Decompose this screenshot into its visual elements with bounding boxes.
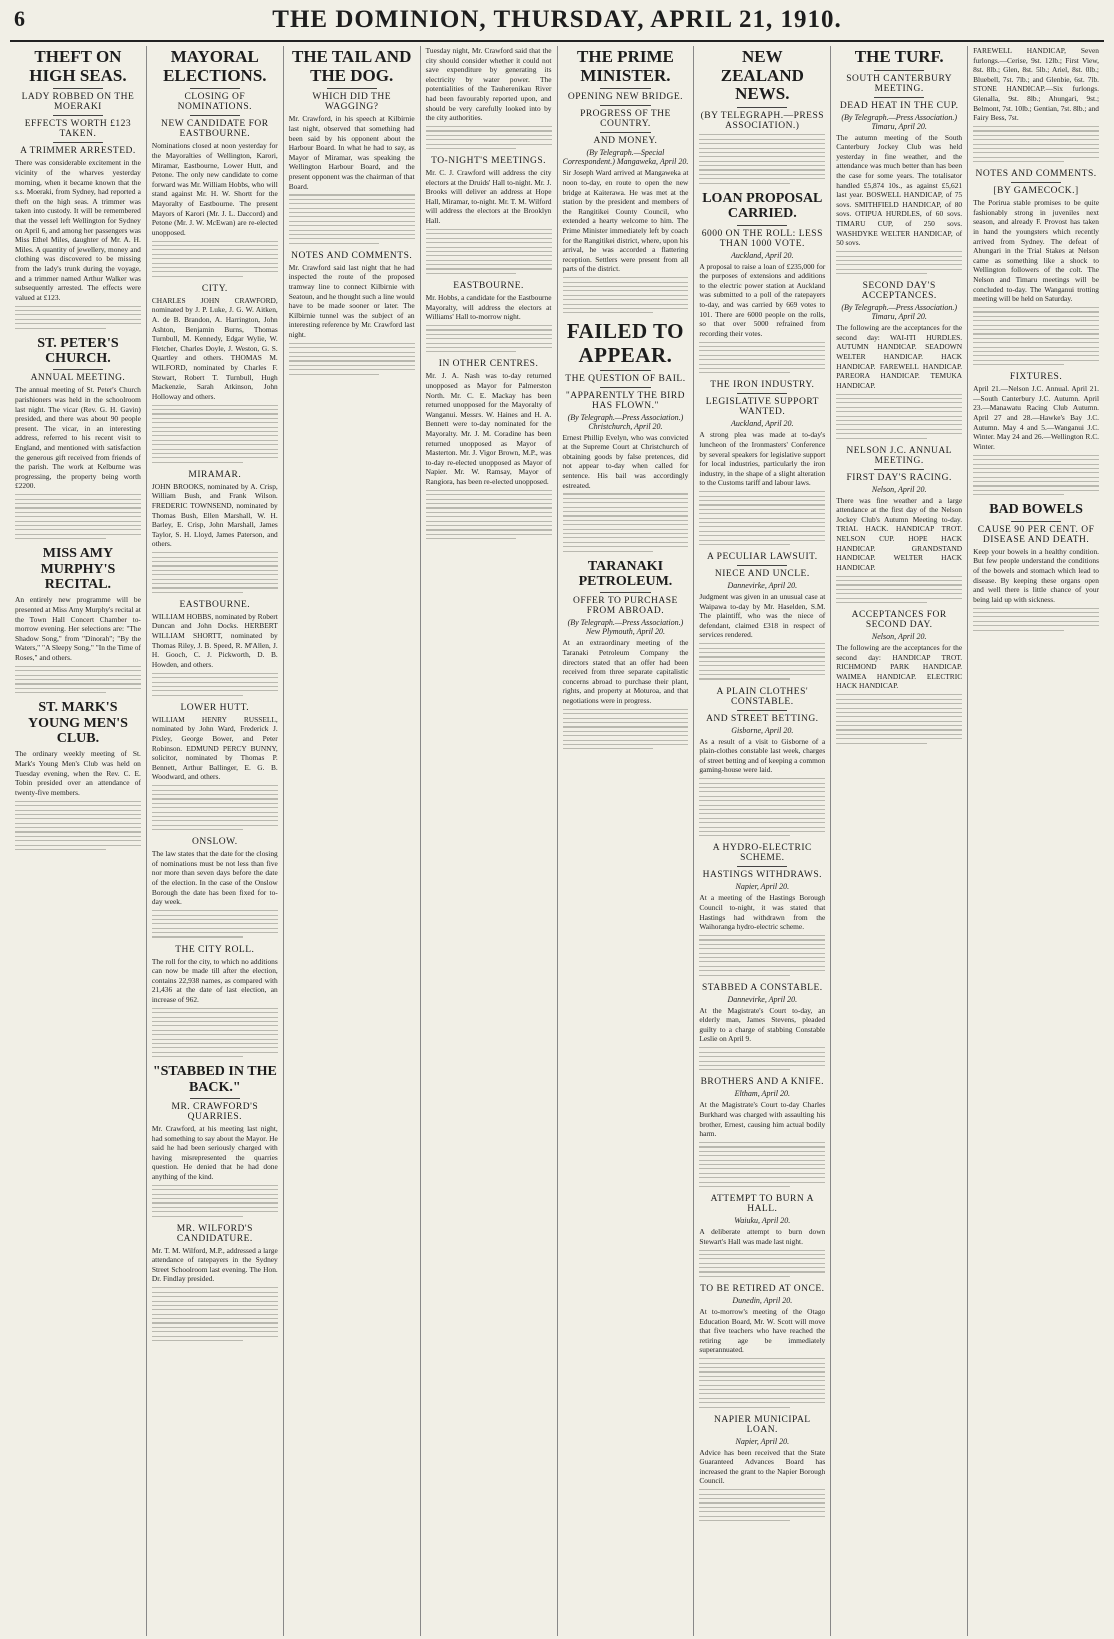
article <box>426 281 552 353</box>
article-headline: MISS AMY MURPHY'S RECITAL. <box>40 546 116 593</box>
article-headline: THE TAIL AND THE DOG. <box>292 47 412 85</box>
newspaper-title: THE DOMINION, THURSDAY, APRIL 21, 1910. <box>272 6 842 33</box>
text-lines <box>973 126 1099 162</box>
article-body: JOHN BROOKS, nominated by A. Crisp, William Bush, and Frank Wilson. FREDERIC TOWNSEND, nominated by Thomas Bush, Ellen Marshall, W. H. Barley, E. Crisp, John Marshall, James Taylor, S. H. Lloyd, James Paterson, and others. <box>151 481 278 549</box>
article <box>289 251 415 375</box>
article <box>152 703 278 830</box>
article-subheadline: BROTHERS AND A KNIFE. <box>700 1077 825 1088</box>
dateline: Auckland, April 20. <box>731 419 794 429</box>
article-headline: THE TURF. <box>854 47 944 66</box>
article-subheadline: THE IRON INDUSTRY. <box>710 380 815 391</box>
article <box>563 559 689 750</box>
article-body: Mr. T. M. Wilford, M.P., addressed a large attendance of ratepayers in the Sydney Street Schoolroom last evening. The Hon. Dr. Findlay presided. <box>151 1245 278 1284</box>
article-subheadline: AND STREET BETTING. <box>706 713 819 724</box>
article-subheadline: NOTES AND COMMENTS. <box>975 169 1097 180</box>
article-body: WILLIAM HENRY RUSSELL, nominated by John Ward, Frederick J. Pixley, George Bower, and Peter Robinson. EDMUND PERCY BUNNY, solicitor, nominated by Thomas P. Bennett, Arthur Ballinger, E. G. B. Woodward, and others. <box>151 714 278 782</box>
article-subheadline: CLOSING OF NOMINATIONS. <box>177 92 252 113</box>
article-headline: THE PRIME MINISTER. <box>577 47 674 85</box>
column <box>420 46 557 1636</box>
rule-divider <box>1011 521 1061 522</box>
article <box>426 359 552 539</box>
article-subheadline: FIXTURES. <box>1009 372 1063 383</box>
rule-divider <box>874 97 924 98</box>
article-subheadline: SOUTH CANTERBURY MEETING. <box>846 73 953 94</box>
article-body: Judgment was given in an unusual case at Waipawa to-day by Mr. Haselden, S.M. The plaintiff, who was the niece of defendant, claimed £318 in respect of services rendered. <box>699 592 826 640</box>
column <box>283 46 420 1636</box>
text-lines <box>152 785 278 830</box>
rule-divider <box>600 370 650 371</box>
rule-divider <box>874 70 924 71</box>
article-subheadline: NEW CANDIDATE FOR EASTBOURNE. <box>161 119 269 140</box>
article-subheadline: ANNUAL MEETING. <box>30 373 126 384</box>
article-subheadline: A PLAIN CLOTHES' CONSTABLE. <box>716 686 809 707</box>
article-subheadline: A TRIMMER ARRESTED. <box>20 146 136 157</box>
article-body: Mr. C. J. Crawford will address the city electors at the Druids' Hall to-night. Mr. J. Brooks will deliver an address at Hope Hall, Miramar, to-night. Mr. T. M. Wilford will address the electors at the Brooklyn Hall. <box>425 168 552 226</box>
text-lines <box>563 493 689 551</box>
rule-divider <box>600 105 650 106</box>
text-lines <box>152 673 278 696</box>
text-lines <box>426 229 552 274</box>
article-headline: "STABBED IN THE BACK." <box>152 1064 277 1095</box>
article-headline: ST. PETER'S CHURCH. <box>37 335 119 367</box>
text-lines <box>563 277 689 313</box>
article-body: Advice has been received that the State Guaranteed Advances Board has increased the grant to the Napier Borough Council. <box>699 1447 826 1486</box>
article <box>973 372 1099 495</box>
article-headline: ST. MARK'S YOUNG MEN'S CLUB. <box>27 700 128 747</box>
text-lines <box>15 801 141 850</box>
dateline: Dunedin, April 20. <box>732 1295 793 1305</box>
article <box>15 546 141 693</box>
dateline: (By Telegraph.—Press Association.) Timaru, April 20. <box>841 112 958 131</box>
article-subheadline: THE QUESTION OF BAIL. <box>565 373 686 384</box>
article-body: The ordinary weekly meeting of St. Mark's Young Men's Club was held on Tuesday evening, when the Rev. C. E. Tobin presided over an attendance of twenty-five members. <box>15 749 141 797</box>
rule-divider <box>190 88 240 89</box>
text-lines <box>152 552 278 593</box>
dateline: Dannevirke, April 20. <box>727 581 798 591</box>
article <box>836 446 962 603</box>
dateline: (By Telegraph.—Press Association.) Timaru, April 20. <box>841 303 958 322</box>
article-body: At to-morrow's meeting of the Otago Education Board, Mr. W. Scott will move that five teachers who have reached the retiring age be immediately superannuated. <box>699 1306 826 1355</box>
article-body: Nominations closed at noon yesterday for the Mayoralties of Wellington, Karori, Miramar, Eastbourne, Lower Hutt, and Petone. The only new candidate to come forward was Mr. William Hobbs, who will stand against Mr. H. W. Shortt for the Mayoralty of Eastbourne. The present Mayors of Karori (Mr. J. L. Daccord) and Petone (Mr. J. W. McEwan) are re-elected unopposed. <box>151 141 278 237</box>
article <box>973 169 1099 365</box>
dateline: Auckland, April 20. <box>731 250 794 260</box>
article-subheadline: A HYDRO-ELECTRIC SCHEME. <box>712 843 812 864</box>
article-body: Ernest Phillip Evelyn, who was convicted at the Supreme Court at Christchurch of obtaining goods by false pretences, did not appear to-day when called for sentence. His bail was accordingly estreated. <box>562 432 689 490</box>
article-headline: MAYORAL ELECTIONS. <box>163 47 267 85</box>
article-subheadline: CAUSE 90 PER CENT. OF DISEASE AND DEATH. <box>977 524 1095 545</box>
column <box>557 46 694 1636</box>
text-lines <box>699 1047 825 1070</box>
dateline: Eltham, April 20. <box>734 1089 791 1099</box>
text-lines <box>836 251 962 274</box>
article <box>563 320 689 551</box>
article-subheadline: IN OTHER CENTRES. <box>438 359 539 370</box>
article <box>152 470 278 593</box>
text-lines <box>699 1489 825 1521</box>
article-body: WILLIAM HOBBS, nominated by Robert Duncan and John Docks. HERBERT WILLIAM SHORTT, nominated by Thomas Riley, J. B. Speed, R. M'Allen, J. H. Gooch, C. J. Pickworth, D. B. Howden, and others. <box>151 611 278 669</box>
dateline: Nelson, April 20. <box>871 484 927 494</box>
text-lines <box>836 694 962 743</box>
article-subheadline: SECOND DAY'S ACCEPTANCES. <box>861 281 937 302</box>
text-lines <box>699 134 825 183</box>
rule-divider <box>737 565 787 566</box>
article-subheadline: (BY TELEGRAPH.—PRESS ASSOCIATION.) <box>700 111 825 132</box>
article <box>836 281 962 438</box>
article-subheadline: LOWER HUTT. <box>180 702 250 713</box>
article-subheadline: "APPARENTLY THE BIRD HAS FLOWN." <box>565 390 686 411</box>
text-lines <box>973 608 1099 631</box>
article <box>699 1415 825 1522</box>
dateline: Waiuku, April 20. <box>734 1216 791 1226</box>
text-lines <box>426 490 552 539</box>
text-lines <box>152 405 278 463</box>
rule-divider <box>53 88 103 89</box>
rule-divider <box>737 710 787 711</box>
text-lines <box>15 494 141 539</box>
article-subheadline: EASTBOURNE. <box>453 280 524 291</box>
column <box>146 46 283 1636</box>
article-subheadline: ONSLOW. <box>191 837 238 848</box>
rule-divider <box>600 592 650 593</box>
rule-divider <box>600 132 650 133</box>
article <box>152 1224 278 1341</box>
dateline: Nelson, April 20. <box>871 632 927 642</box>
article-subheadline: NELSON J.C. ANNUAL MEETING. <box>846 445 952 466</box>
text-lines <box>15 666 141 693</box>
rule-divider <box>190 1098 240 1099</box>
article-body: The law states that the date for the closing of nominations must be not less than five nor more than seven days before the date of the election. In the case of the Onslow Borough the date has been fixed for to-day week. <box>151 849 278 907</box>
article <box>699 552 825 679</box>
text-lines <box>699 491 825 545</box>
article-headline: NEW ZEALAND NEWS. <box>720 47 804 104</box>
article <box>152 837 278 937</box>
article-body: The autumn meeting of the South Canterbury Jockey Club was held yesterday in fine weather, and the attendance was much better than has been the case for some years. The totalisator handled £5,874 10s., as against £5,621 last year. BOSWELL HANDICAP, of 75 sovs. SMITHFIELD HANDICAP, of 80 sovs. OTIPUA HURDLES, of 60 sovs. TIMARU CUP, of 250 sovs. WASHDYKE WELTER HANDICAP, of 50 sovs. <box>836 132 963 248</box>
article-body: April 21.—Nelson J.C. Annual. April 21.—South Canterbury J.C. Autumn. April 23.—Manawatu Racing Club Autumn. April 27 and 28.—Hawke's Bay J.C. Autumn. May 4 and 5.—Wanganui J.C. Winter. May 24 and 26.—Wellington R.C. Winter. <box>973 384 1099 451</box>
article-body: There was considerable excitement in the vicinity of the wharves yesterday morning, when it became known that the s.s. Moeraki, from Sydney, had reported a theft on the high seas. A trimmer was taken into custody. It will be remembered that the vessel left Wellington for Sydney on April 6, and among her passengers was Miss Ethel Miles, daughter of Mr. A. H. Miles. A quantity of jewellery, money and clothing was discovered to be missing from the lady's trunk during the voyage, and a trimmer named Arthur Walker was subsequently arrested. The effects were valued at £123. <box>15 158 141 302</box>
article-subheadline: TO-NIGHT'S MEETINGS. <box>431 156 547 167</box>
rule-divider <box>1011 182 1061 183</box>
text-lines <box>426 126 552 149</box>
column <box>10 46 146 1636</box>
dateline: Gisborne, April 20. <box>731 725 794 735</box>
article <box>973 46 1099 162</box>
dateline: Napier, April 20. <box>735 1436 790 1446</box>
article-headline: THEFT ON HIGH SEAS. <box>29 47 127 85</box>
article-subheadline: ATTEMPT TO BURN A HALL. <box>710 1194 814 1215</box>
article <box>699 1077 825 1187</box>
article-body: The Porirua stable promises to be quite fashionably strong in juveniles next season, and already F. Provost has taken in hand the youngsters which recently arrived from Sydney. The defeat of Ahungari in the Trial Stakes at Nelson came as something like a shock to Wellington followers of the colt. The Nelson and Timaru meetings will be concluded to-day. The Wanganui trotting meeting will be held on Saturday. <box>973 198 1099 304</box>
text-lines <box>699 342 825 374</box>
dateline: (By Telegraph.—Special Correspondent.) Mangaweka, April 20. <box>562 148 689 167</box>
article <box>15 48 141 329</box>
article-subheadline: NIECE AND UNCLE. <box>714 569 810 580</box>
text-lines <box>426 325 552 352</box>
text-lines <box>152 241 278 277</box>
text-lines <box>836 576 962 603</box>
text-lines <box>563 709 689 750</box>
column <box>693 46 830 1636</box>
article-subheadline: LEGISLATIVE SUPPORT WANTED. <box>705 397 819 418</box>
article-body: Mr. J. A. Nash was to-day returned unopposed as Mayor for Palmerston North. Mr. C. E. Mackay has been returned unopposed for the Mayoralty of Wanganui. Messrs. W. Haines and H. A. Bennett were to-day nominated for the Mayoralty. Mr. J. M. Coradine has been returned unopposed as Mayor of Masterton. Mr. J. Vigor Brown, M.P., was to-day re-elected unopposed as Mayor of Napier. Mr. W. Ramsay, Mayor of Rangiora, has been re-elected unopposed. <box>425 371 552 486</box>
article-subheadline: 6000 ON THE ROLL: LESS THAN 1000 VOTE. <box>701 228 823 249</box>
article-subheadline: THE CITY ROLL. <box>175 944 255 955</box>
article-body: FAREWELL HANDICAP, Seven furlongs.—Cerise, 9st. 12lb.; First View, 8st. 8lb.; Glen, 8st. 5lb.; Ariel, 8st. 0lb.; Bluebell, 7st. 7lb.; and Glenbie, 6st. 7lb. STONE HANDICAP.—Six furlongs. Glenalla, 9st. 8lb.; Ahungari, 9st.; Belmont, 7st. 10lb.; Gentian, 7st. 8lb.; and Fairy Bess, 7st. <box>973 46 1099 123</box>
article-subheadline: TO BE RETIRED AT ONCE. <box>700 1283 825 1294</box>
article <box>699 1194 825 1277</box>
text-lines <box>152 1185 278 1217</box>
masthead <box>10 4 1104 42</box>
article <box>699 48 825 184</box>
dateline: (By Telegraph.—Press Association.) New Plymouth, April 20. <box>567 618 684 637</box>
article-subheadline: DEAD HEAT IN THE CUP. <box>839 100 959 111</box>
article-subheadline: STABBED A CONSTABLE. <box>701 982 823 993</box>
article-subheadline: AND MONEY. <box>593 136 658 147</box>
article-body: Mr. Crawford, in his speech at Kilbirnie last night, observed that something had been said by his opponent about the Harbour Board. In what he had to say, as Mayor of Miramar, was speaking the Wellington Harbour Board, and the present opponent was the chairman of that Board. <box>288 114 415 191</box>
article-subheadline: WHICH DID THE WAGGING? <box>312 92 391 113</box>
article <box>973 502 1099 630</box>
article-body: At an extraordinary meeting of the Taranaki Petroleum Company the directors stated that an offer had been received from three separate capitalistic concerns abroad to purchase their plant, rights, and property at Moturoa, and that negotiations were in progress. <box>562 638 689 705</box>
article <box>699 1284 825 1408</box>
article-body: Mr. Crawford said last night that he had inspected the route of the proposed tramway line to connect Kilbirnie with Seatoun, and he thought such a line would have to be made sooner or later. The Kilbirnie tunnel was the subject of an interesting reference by Mr. Crawford last night. <box>288 262 415 339</box>
rule-divider <box>53 115 103 116</box>
article-body: A proposal to raise a loan of £235,000 for the purposes of extensions and additions to the electric power station at Auckland was submitted to a poll of the ratepayers to-day, and was carried by 669 votes to 101. There are 6000 people on the rolls, so that over 5000 refrained from recording their votes. <box>699 261 826 338</box>
article-subheadline: A PECULIAR LAWSUIT. <box>706 552 818 563</box>
text-lines <box>699 643 825 679</box>
rule-divider <box>327 88 377 89</box>
article <box>152 48 278 277</box>
article-body: There was fine weather and a large attendance at the first day of the Nelson Jockey Club's Autumn Meeting to-day. TRIAL HACK. HANDICAP TROT. NELSON CUP. HOPE HACK HANDICAP. GRANDSTAND HANDICAP. WELTER HACK HANDICAP. <box>836 495 963 572</box>
article-subheadline: EASTBOURNE. <box>179 599 251 610</box>
article-headline: BAD BOWELS <box>989 502 1083 518</box>
article-subheadline: [BY GAMECOCK.] <box>993 186 1079 197</box>
text-lines <box>973 307 1099 365</box>
column <box>967 46 1104 1636</box>
rule-divider <box>53 142 103 143</box>
article-body: At the Magistrate's Court to-day Charles Burkhard was charged with assaulting his brother, Ernest, causing him actual bodily harm. <box>699 1100 826 1139</box>
article <box>836 610 962 744</box>
article-subheadline: HASTINGS WITHDRAWS. <box>702 870 823 881</box>
dateline: Dannevirke, April 20. <box>727 994 798 1004</box>
text-lines <box>699 1250 825 1277</box>
article-body: Sir Joseph Ward arrived at Mangaweka at noon to-day, en route to open the new bridge at Kaiterawa. He was met at the station by the president and members of the Rangitikei County Council, who extended a hearty welcome to him. The Prime Minister immediately left by coach for the Rangitikei district, where, upon his arrival, he was accorded a flattering reception. Settlers were present from all parts of the district. <box>562 168 689 274</box>
text-lines <box>699 1142 825 1187</box>
article-subheadline: NOTES AND COMMENTS. <box>291 250 413 261</box>
text-lines <box>289 194 415 243</box>
article-body: The following are the acceptances for the second day: WAI-ITI HURDLES. AUTUMN HANDICAP. SEADOWN WELTER HANDICAP. HACK HANDICAP. FAREWELL HANDICAP. PAREORA HANDICAP. TEMUKA HANDICAP. <box>836 323 963 390</box>
article-body: Keep your bowels in a healthy condition. But few people understand the conditions of the bowels and stomach which lead to disease. By keeping these organs open and well there is little chance of your being laid up with sickness. <box>973 546 1099 604</box>
article-body: Mr. Hobbs, a candidate for the Eastbourne Mayoralty, will address the electors at Williams' Hall to-morrow night. <box>425 292 552 322</box>
article <box>15 336 141 540</box>
article-body: The roll for the city, to which no additions can now be made till after the election, contains 22,938 names, as compared with 21,436 at the date of last election, an increase of 962. <box>151 956 278 1004</box>
columns <box>10 46 1104 1636</box>
rule-divider <box>737 225 787 226</box>
rule-divider <box>737 393 787 394</box>
rule-divider <box>600 387 650 388</box>
article-subheadline: MR. CRAWFORD'S QUARRIES. <box>171 1101 259 1122</box>
article-subheadline: OPENING NEW BRIDGE. <box>567 92 683 103</box>
article-subheadline: CITY. <box>201 283 228 294</box>
text-lines <box>152 910 278 937</box>
text-lines <box>699 778 825 836</box>
text-lines <box>836 394 962 439</box>
rule-divider <box>874 469 924 470</box>
article <box>699 380 825 545</box>
text-lines <box>15 306 141 329</box>
dateline: (By Telegraph.—Press Association.) Christchurch, April 20. <box>567 412 684 431</box>
article-subheadline: PROGRESS OF THE COUNTRY. <box>580 109 671 130</box>
article-subheadline: MIRAMAR. <box>188 469 242 480</box>
article-body: A strong plea was made at to-day's luncheon of the Ironmasters' Conference by several speakers for legislative support for local industries, particularly the iron industry, in the shape of a slight alteration to the Customs tariff and labour laws. <box>699 430 826 488</box>
column <box>830 46 967 1636</box>
text-lines <box>152 1008 278 1057</box>
article <box>699 983 825 1071</box>
rule-divider <box>737 866 787 867</box>
article <box>152 600 278 696</box>
article-subheadline: OFFER TO PURCHASE FROM ABROAD. <box>573 596 678 617</box>
article-body: An entirely new programme will be presented at Miss Amy Murphy's recital at the Town Hall Concert Chamber to-morrow evening. Her selections are: "The Shadow Song," from "Dinorah"; "By the Waters," "A Sleepy Song," "In the Time of Roses," and others. <box>15 595 141 662</box>
dateline: Napier, April 20. <box>735 882 790 892</box>
article <box>699 687 825 837</box>
rule-divider <box>190 115 240 116</box>
article-body: As a result of a visit to Gisborne of a plain-clothes constable last week, charges of street betting and of keeping a common gaming-house were laid. <box>699 736 826 775</box>
article-headline: FAILED TO APPEAR. <box>566 319 684 367</box>
rule-divider <box>737 107 787 108</box>
article <box>426 46 552 149</box>
article-body: CHARLES JOHN CRAWFORD, nominated by J. P. Luke, J. G. W. Aitken, A. de B. Brandon, A. Harrington, John Ashton, Benjamin Burns, Thomas Turnbull, M. Kennedy, Edgar Wylie, W. Fletcher, Charles Doyle, J. Weston, G. S. Quartley and others. THOMAS M. WILFORD, nominated by Charles F. Stewart, Robert T. Turnbull, Hugh Mackenzie, Sarah Atkinson, John Holloway and others. <box>151 295 278 401</box>
article-body: The following are the acceptances for the second day: HANDICAP TROT. RICHMOND PARK HANDICAP. WAIMEA HANDICAP. ELECTRIC HACK HANDICAP. <box>836 643 963 691</box>
article <box>15 700 141 850</box>
article-subheadline: FIRST DAY'S RACING. <box>846 472 952 483</box>
article-body: Mr. Crawford, at his meeting last night, had something to say about the Mayor. He said he had been seriously charged with having misrepresented the quarries question. He denied that he had done anything of the kind. <box>151 1123 278 1181</box>
article-subheadline: MR. WILFORD'S CANDIDATURE. <box>176 1223 253 1244</box>
article <box>699 191 825 374</box>
article-body: A deliberate attempt to burn down Stewart's Hall was made last night. <box>699 1227 826 1246</box>
rule-divider <box>600 88 650 89</box>
text-lines <box>973 455 1099 496</box>
article <box>289 48 415 244</box>
article-body: The annual meeting of St. Peter's Church parishioners was held in the schoolroom last night. The vicar (Rev. G. H. Gavin) presided, and there was about 90 people present. The vicar, in an interesting address, referred to his recent visit to England, and mentioned with satisfaction the generous gift received from friends of the parish. The work at Kelburne was progressing, the property being worth £2200. <box>15 385 141 491</box>
text-lines <box>699 1358 825 1407</box>
article-headline: LOAN PROPOSAL CARRIED. <box>702 190 823 222</box>
article <box>152 284 278 463</box>
article <box>836 48 962 274</box>
article-body: At a meeting of the Hastings Borough Council to-night, it was stated that Hastings had withdrawn from the Waihoranga hydro-electric scheme. <box>699 893 826 932</box>
article-subheadline: LADY ROBBED ON THE MOERAKI <box>21 92 135 113</box>
article-subheadline: EFFECTS WORTH £123 TAKEN. <box>24 119 132 140</box>
article <box>699 843 825 975</box>
article-body: At the Magistrate's Court to-day, an elderly man, James Stevens, pleaded guilty to a charge of stabbing Constable Leslie on April 9. <box>699 1005 826 1044</box>
article <box>563 48 689 313</box>
article <box>426 156 552 274</box>
rule-divider <box>53 369 103 370</box>
article <box>152 1064 278 1216</box>
article-headline: TARANAKI PETROLEUM. <box>578 558 673 590</box>
page-number: 6 <box>14 6 25 31</box>
article-subheadline: ACCEPTANCES FOR SECOND DAY. <box>851 610 947 631</box>
article-subheadline: NAPIER MUNICIPAL LOAN. <box>714 1414 811 1435</box>
article-body: Tuesday night, Mr. Crawford said that the city should consider whether it could not save expenditure by generating its electricity by water power. The potentialities of the Tauherenikau River had been favourably reported upon, and should be very carefully looked into by the city authorities. <box>425 46 552 123</box>
text-lines <box>152 1287 278 1341</box>
text-lines <box>699 935 825 976</box>
article <box>152 945 278 1058</box>
text-lines <box>289 343 415 375</box>
